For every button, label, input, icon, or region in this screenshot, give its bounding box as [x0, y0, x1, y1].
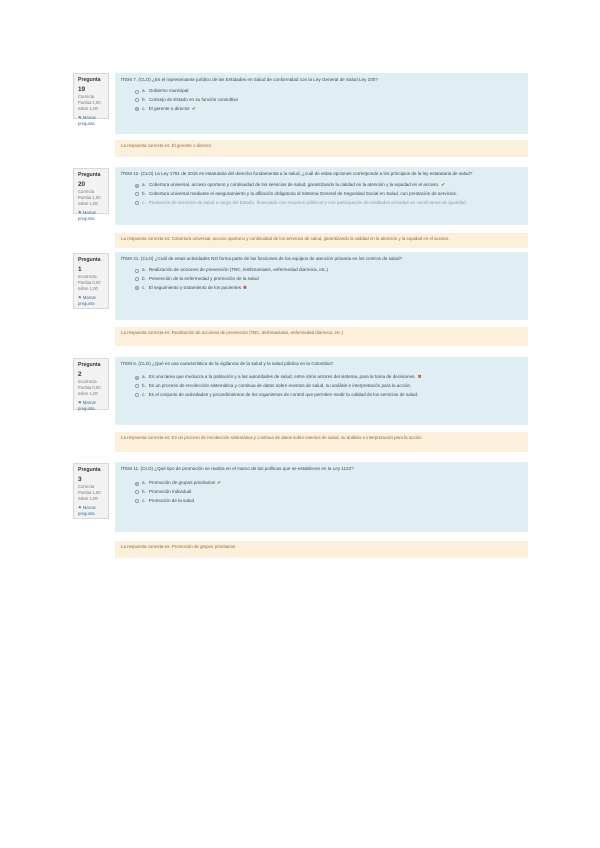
question-text: ÍTEM 5. (CLO) ¿Qué es una característica de la vigilancia de la salud y la salud pública en la Colombia? [121, 361, 334, 366]
radio-button[interactable] [135, 269, 139, 273]
radio-button[interactable] [135, 490, 139, 494]
radio-button[interactable] [135, 98, 139, 102]
correct-check-icon: ✔ [217, 480, 222, 486]
answer-option-c[interactable]: c. El gerente o director ✔ [135, 106, 522, 112]
radio-button-selected[interactable] [135, 376, 139, 380]
feedback-box: La respuesta correcta es: Realización de acciones de prevención (TBC, leishmaniasis, enfermedad diarreica, etc.) [115, 327, 528, 346]
radio-button[interactable] [135, 90, 139, 94]
question-number: Pregunta 1 [78, 257, 101, 273]
feedback-box: La respuesta correcta es: El gerente o director [115, 140, 528, 157]
answer-option-a[interactable]: a. Cobertura universal, acceso oportuno y continuidad de los servicios de salud, garantizando la calidad en la atención y la equidad en el acceso. ✔ [135, 182, 522, 188]
correct-check-icon: ✔ [191, 106, 196, 112]
feedback-box: La respuesta correcta es: Cobertura universal, acceso oportuno y continuidad de los servicios de salud, garantizando la calidad en la atención y la equidad en el acceso. [115, 233, 528, 248]
question-points: Puntúa 1,00 sobre 1,00 [78, 195, 101, 207]
radio-button[interactable] [135, 192, 139, 196]
question-info [73, 358, 109, 410]
question-content [115, 252, 528, 320]
question-info [73, 73, 109, 127]
feedback-box: La respuesta correcta es: Promoción de grupos prioritarios [115, 541, 528, 558]
question-status: Correcta [78, 484, 95, 490]
question-status: Incorrecta [78, 274, 97, 280]
question-status: Incorrecta [78, 379, 97, 385]
answer-option-c[interactable]: c. El seguimiento y tratamiento de los pacientes ✖ [135, 285, 522, 291]
answer-option-b[interactable]: b. Consejo de Estado en su función consultiva [135, 97, 522, 103]
question-points: Puntúa 1,00 sobre 1,00 [78, 100, 101, 112]
question-status: Correcta [78, 189, 95, 195]
radio-button[interactable] [135, 201, 139, 205]
radio-button[interactable] [135, 384, 139, 388]
question-status: Correcta [78, 94, 95, 100]
incorrect-x-icon: ✖ [417, 374, 422, 380]
flag-question-link[interactable]: ⚑ Marcar pregunta [78, 210, 96, 222]
question-info [73, 463, 109, 519]
flag-question-link[interactable]: ⚑ Marcar pregunta [78, 115, 96, 127]
answer-option-b[interactable]: b. Prevención de la enfermedad y promoción de la salud [135, 276, 522, 282]
answer-option-c[interactable]: c. Prestación de servicios de salud a cargo del Estado, financiada con recursos públicos y con participación de entidades privadas en condiciones de igualdad. [135, 200, 522, 206]
question-content [115, 73, 528, 134]
radio-button[interactable] [135, 393, 139, 397]
flag-question-link[interactable]: ⚑ Marcar pregunta [78, 400, 96, 412]
radio-button[interactable] [135, 499, 139, 503]
question-content [115, 462, 528, 532]
answer-option-a[interactable]: a. Realización de acciones de prevención (TBC, leishmaniasis, enfermedad diarreica, etc.) [135, 267, 522, 273]
question-text: ÍTEM 21. (CLO) ¿Cuál de estas actividades NO forma parte de las funciones de los equipos de atención primaria en los centros de salud? [121, 256, 403, 261]
flag-question-link[interactable]: ⚑ Marcar pregunta [78, 295, 96, 307]
answer-option-b[interactable]: b. Cobertura universal mediante el aseguramiento y la afiliación obligatoria al Sistema General de Seguridad Social en Salud, con prestación de servicios. [135, 191, 522, 197]
question-text: ÍTEM 12. (CLO) La Ley 1751 de 2015 es estatutaria del derecho fundamental a la salud, ¿cuál de estas opciones corresponde a los principios de la ley estatutaria de salud? [121, 171, 473, 176]
answer-option-b[interactable]: b. Promoción individual [135, 489, 522, 495]
answer-option-a[interactable]: a. Promoción de grupos prioritarios ✔ [135, 480, 522, 486]
answer-option-a[interactable]: a. Es una tarea que involucra a la población y a las autoridades de salud, entre otros actores del sistema, para la toma de decisiones. ✖ [135, 374, 522, 380]
question-number: Pregunta 20 [78, 172, 101, 188]
radio-button-selected[interactable] [135, 286, 139, 290]
answer-option-a[interactable]: a. Gobierno municipal [135, 88, 522, 94]
question-info [73, 168, 109, 222]
feedback-box: La respuesta correcta es: Es un proceso de recolección sistemática y continua de datos sobre eventos de salud, su análisis e interpretación para la acción. [115, 432, 528, 452]
question-number: Pregunta 2 [78, 362, 101, 378]
answer-option-b[interactable]: b. Es un proceso de recolección sistemática y continua de datos sobre eventos de salud, su análisis e interpretación para la acción. [135, 383, 522, 389]
radio-button-selected[interactable] [135, 184, 139, 188]
answer-option-c[interactable]: c. Promoción de la salud [135, 498, 522, 504]
question-points: Puntúa 1,00 sobre 1,00 [78, 490, 101, 502]
radio-button-selected[interactable] [135, 482, 139, 486]
question-info [73, 253, 109, 309]
question-content [115, 167, 528, 225]
radio-button[interactable] [135, 277, 139, 281]
question-number: Pregunta 19 [78, 77, 101, 93]
radio-button-selected[interactable] [135, 107, 139, 111]
incorrect-x-icon: ✖ [243, 285, 247, 291]
question-text: ÍTEM 7. (CLO) ¿Es el representante jurídico de las Entidades en Salud de conformidad con la Ley General de Salud Ley 100? [121, 77, 378, 82]
question-content [115, 357, 528, 425]
question-points: Puntúa 0,00 sobre 1,00 [78, 385, 101, 397]
question-points: Puntúa 0,00 sobre 1,00 [78, 280, 101, 292]
question-text: ÍTEM 11. (CLO) ¿Qué tipo de promoción se realiza en el marco de las políticas que se establecen en la Ley 1122? [121, 466, 354, 471]
question-number: Pregunta 3 [78, 467, 101, 483]
flag-question-link[interactable]: ⚑ Marcar pregunta [78, 505, 96, 517]
answer-option-c[interactable]: c. Es el conjunto de actividades y procedimientos de los organismos de control que permiten medir la calidad de los servicios de salud. [135, 392, 522, 398]
correct-check-icon: ✔ [441, 182, 446, 188]
